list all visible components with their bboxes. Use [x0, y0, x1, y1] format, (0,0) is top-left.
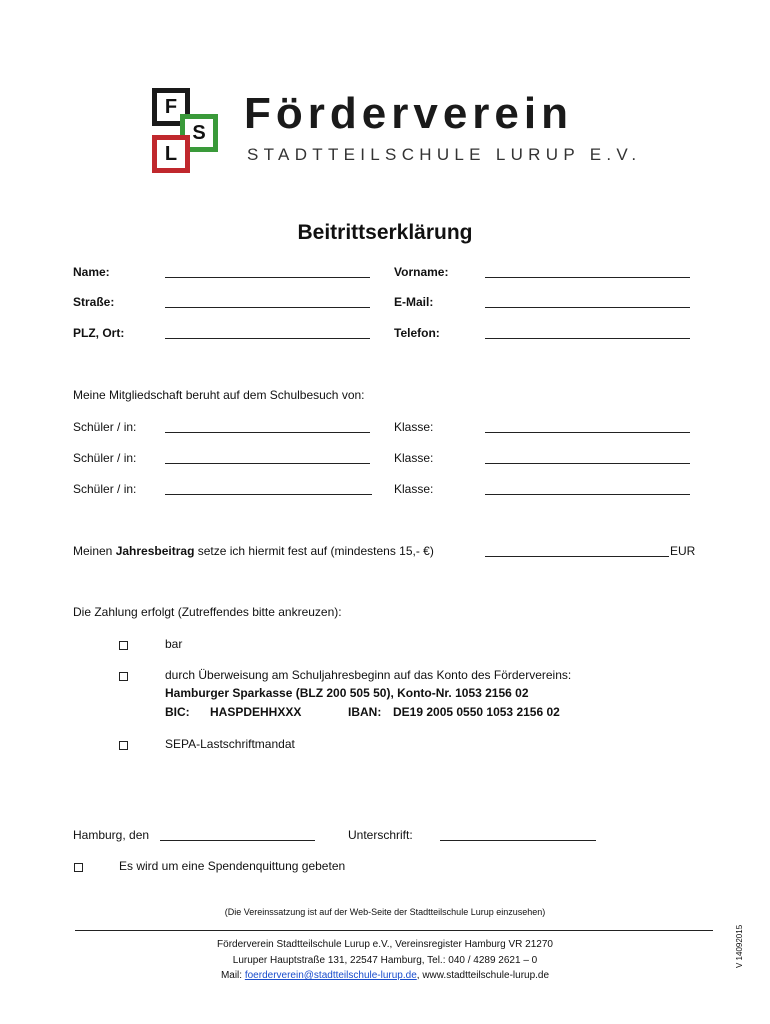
logo-letter-l: L — [152, 135, 190, 173]
version-label: V 14092015 — [735, 924, 744, 968]
fee-amount-field[interactable] — [485, 556, 669, 557]
fee-bold: Jahresbeitrag — [115, 544, 195, 558]
fee-currency: EUR — [670, 544, 696, 558]
name-field[interactable] — [165, 277, 370, 278]
date-field[interactable] — [160, 840, 315, 841]
class-2-field[interactable] — [485, 463, 690, 464]
logo-subtitle: STADTTEILSCHULE LURUP E.V. — [247, 145, 642, 164]
logo-title: Förderverein — [244, 89, 573, 138]
student-1-field[interactable] — [165, 432, 370, 433]
donation-receipt-checkbox[interactable] — [74, 863, 83, 872]
fee-suffix: setze ich hiermit fest auf (mindestens 15,- €) — [194, 544, 434, 558]
donation-receipt-label: Es wird um eine Spendenquittung gebeten — [119, 859, 346, 873]
payment-cash-checkbox[interactable] — [119, 641, 128, 650]
footer-contact — [0, 969, 770, 982]
class-2-label: Klasse: — [394, 451, 434, 465]
strasse-label: Straße: — [73, 295, 115, 309]
vorname-field[interactable] — [485, 277, 690, 278]
email-field[interactable] — [485, 307, 690, 308]
telefon-field[interactable] — [485, 338, 690, 339]
payment-transfer-label: durch Überweisung am Schuljahresbeginn auf das Konto des Fördervereins: — [165, 668, 572, 682]
place-date-label: Hamburg, den — [73, 828, 150, 842]
footer-web: , www.stadtteilschule-lurup.de — [416, 970, 550, 981]
class-1-field[interactable] — [485, 432, 690, 433]
iban-value: DE19 2005 0550 1053 2156 02 — [393, 705, 560, 719]
email-label: E-Mail: — [394, 295, 434, 309]
signature-field[interactable] — [440, 840, 596, 841]
logo-letter-f: F — [152, 88, 190, 126]
vorname-label: Vorname: — [394, 265, 449, 279]
fee-text — [73, 544, 434, 558]
footer-mail-link[interactable]: foerderverein@stadtteilschule-lurup.de — [244, 970, 417, 981]
class-1-label: Klasse: — [394, 420, 434, 434]
telefon-label: Telefon: — [394, 326, 440, 340]
payment-transfer-checkbox[interactable] — [119, 672, 128, 681]
logo-letter-s: S — [180, 114, 218, 152]
bic-label: BIC: — [165, 705, 190, 719]
plz-ort-field[interactable] — [165, 338, 370, 339]
footer-divider — [75, 930, 713, 931]
payment-sepa-checkbox[interactable] — [119, 741, 128, 750]
form-title: Beitrittserklärung — [297, 221, 473, 244]
student-1-label: Schüler / in: — [73, 420, 137, 434]
fee-prefix: Meinen — [73, 544, 116, 558]
class-3-field[interactable] — [485, 494, 690, 495]
payment-sepa-label: SEPA-Lastschriftmandat — [165, 737, 295, 751]
membership-intro: Meine Mitgliedschaft beruht auf dem Schulbesuch von: — [73, 388, 365, 402]
footer-address: Luruper Hauptstraße 131, 22547 Hamburg, Tel.: 040 / 4289 2621 – 0 — [232, 955, 538, 966]
plz-ort-label: PLZ, Ort: — [73, 326, 125, 340]
name-label: Name: — [73, 265, 110, 279]
footer-note: (Die Vereinssatzung ist auf der Web-Seite der Stadtteilschule Lurup einzusehen) — [224, 907, 546, 917]
iban-label: IBAN: — [348, 705, 382, 719]
signature-label: Unterschrift: — [348, 828, 413, 842]
bic-value: HASPDEHHXXX — [210, 705, 302, 719]
student-3-label: Schüler / in: — [73, 482, 137, 496]
payment-cash-label: bar — [165, 637, 183, 651]
bank-details: Hamburger Sparkasse (BLZ 200 505 50), Konto-Nr. 1053 2156 02 — [165, 686, 529, 700]
footer-mail-prefix: Mail: — [220, 970, 245, 981]
student-2-field[interactable] — [165, 463, 370, 464]
strasse-field[interactable] — [165, 307, 370, 308]
payment-intro: Die Zahlung erfolgt (Zutreffendes bitte ankreuzen): — [73, 605, 342, 619]
student-3-field[interactable] — [165, 494, 372, 495]
footer-registry: Förderverein Stadtteilschule Lurup e.V., Vereinsregister Hamburg VR 21270 — [217, 939, 553, 950]
student-2-label: Schüler / in: — [73, 451, 137, 465]
class-3-label: Klasse: — [394, 482, 434, 496]
